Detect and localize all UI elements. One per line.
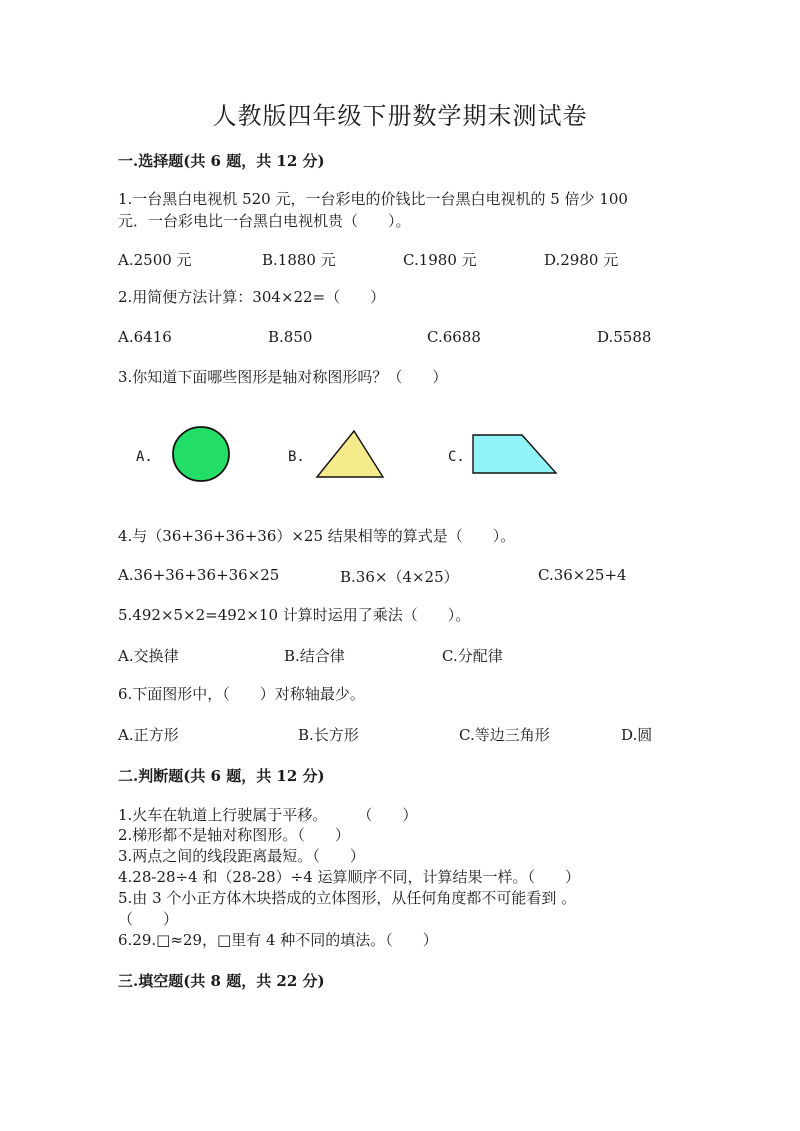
q1-option-c[interactable]: C.1980 元 [403, 251, 477, 269]
q6-option-a[interactable]: A.正方形 [118, 726, 179, 744]
page-title: 人教版四年级下册数学期末测试卷 [212, 102, 588, 130]
q4-option-c[interactable]: C.36×25+4 [538, 566, 627, 584]
q2-option-b[interactable]: B.850 [268, 328, 313, 346]
q6-option-b[interactable]: B.长方形 [298, 726, 359, 744]
q2-option-c[interactable]: C.6688 [427, 328, 481, 346]
trapezoid-shape [470, 432, 560, 476]
q2-option-d[interactable]: D.5588 [597, 328, 652, 346]
q6-option-c[interactable]: C.等边三角形 [459, 726, 550, 744]
q1-line2: 元．一台彩电比一台黑白电视机贵（ ）。 [118, 212, 411, 230]
q6-text: 6.下面图形中，（ ）对称轴最少。 [118, 685, 365, 703]
judge-item-2: 2.梯形都不是轴对称图形。（ ） [118, 826, 350, 844]
q3-shape-label-a[interactable]: A. [136, 449, 153, 465]
q2-text: 2.用简便方法计算：304×22=（ ） [118, 288, 386, 306]
q1-option-a[interactable]: A.2500 元 [118, 251, 192, 269]
judge-item-6: 6.29.□≈29，□里有 4 种不同的填法。（ ） [118, 931, 438, 949]
judge-item-5: 5.由 3 个小正方体木块搭成的立体图形，从任何角度都不可能看到 。 [118, 889, 577, 907]
q5-text: 5.492×5×2=492×10 计算时运用了乘法（ ）。 [118, 606, 471, 624]
section1-heading: 一.选择题(共 6 题，共 12 分) [118, 152, 325, 170]
q3-shape-label-c[interactable]: C. [448, 449, 465, 465]
q5-option-b[interactable]: B.结合律 [284, 647, 345, 665]
q3-shape-label-b[interactable]: B. [288, 449, 305, 465]
section3-heading: 三.填空题(共 8 题，共 22 分) [118, 972, 325, 990]
q1-line1: 1.一台黑白电视机 520 元，一台彩电的价钱比一台黑白电视机的 5 倍少 100 [118, 190, 628, 208]
judge-item-4: 4.28-28÷4 和（28-28）÷4 运算顺序不同，计算结果一样。（ ） [118, 868, 581, 886]
q4-text: 4.与（36+36+36+36）×25 结果相等的算式是（ ）。 [118, 527, 516, 545]
q5-option-a[interactable]: A.交换律 [118, 647, 179, 665]
circle-shape [170, 425, 232, 483]
q4-option-a[interactable]: A.36+36+36+36×25 [118, 566, 280, 584]
q5-option-c[interactable]: C.分配律 [442, 647, 503, 665]
q6-option-d[interactable]: D.圆 [621, 726, 653, 744]
q2-option-a[interactable]: A.6416 [118, 328, 172, 346]
q4-option-b[interactable]: B.36×（4×25） [340, 568, 459, 586]
judge-item-5-blank: （ ） [118, 910, 179, 928]
judge-item-1: 1.火车在轨道上行驶属于平移。 （ ） [118, 806, 418, 824]
section2-heading: 二.判断题(共 6 题，共 12 分) [118, 767, 325, 785]
q1-option-d[interactable]: D.2980 元 [544, 251, 619, 269]
q3-text: 3.你知道下面哪些图形是轴对称图形吗？（ ） [118, 368, 448, 386]
q1-option-b[interactable]: B.1880 元 [262, 251, 336, 269]
triangle-shape [314, 428, 386, 480]
judge-item-3: 3.两点之间的线段距离最短。（ ） [118, 847, 365, 865]
